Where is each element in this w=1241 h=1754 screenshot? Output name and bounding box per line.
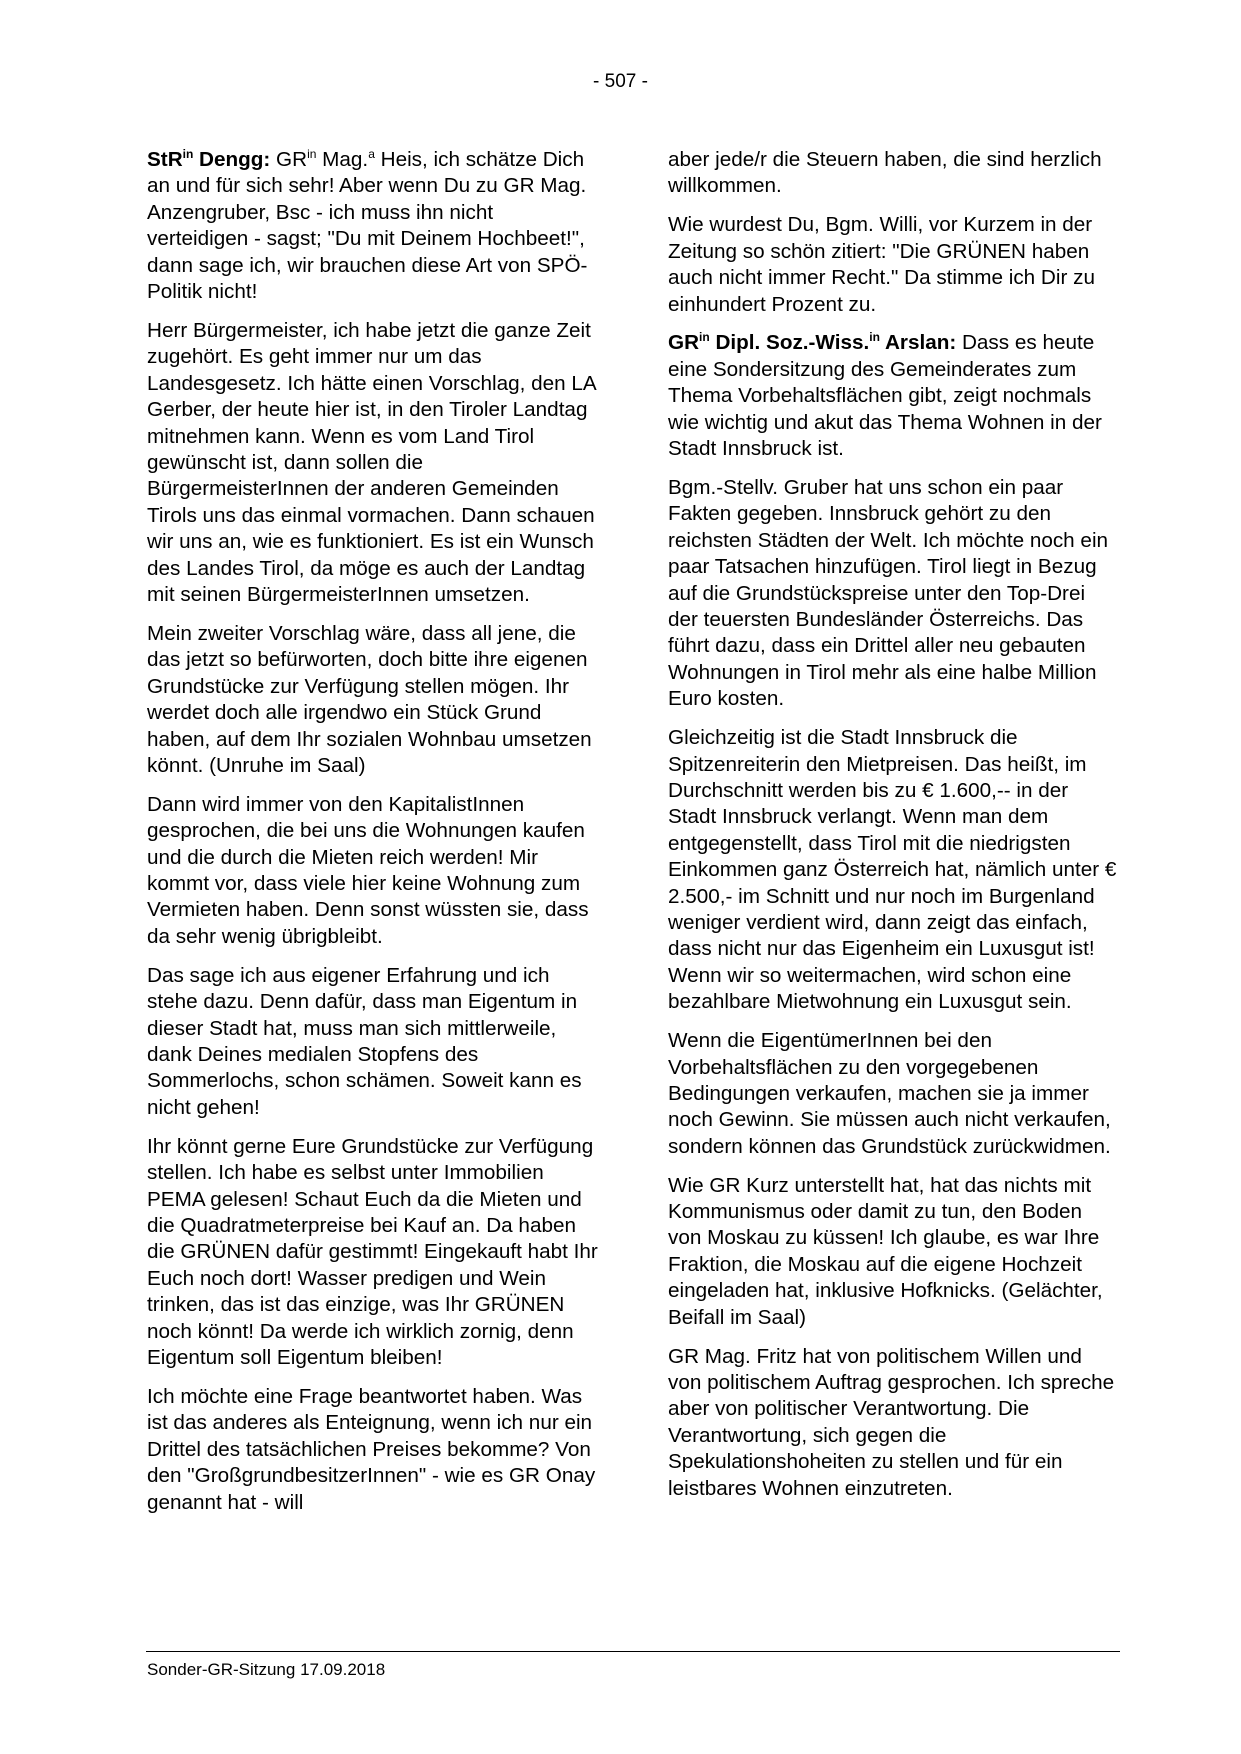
paragraph: Mein zweiter Vorschlag wäre, dass all jene, die das jetzt so befürworten, doch bitte ihre eigenen Grundstücke zur Verfügung stellen mögen. Ihr werdet doch alle irgendwo ein Stück Grund haben, auf dem Ihr sozialen Wohnbau umsetzen könnt. (Unruhe im Saal) [147, 621, 592, 777]
paragraph: Dann wird immer von den KapitalistInnen gesprochen, die bei uns die Wohnungen kaufen und die durch die Mieten reich werden! Mir kommt vor, dass viele hier keine Wohnung zum Vermieten haben. Denn sonst wüssten sie, dass da sehr wenig übrigbleibt. [147, 792, 589, 948]
paragraph: Ich möchte eine Frage beantwortet haben. Was ist das anderes als Enteignung, wenn ich nur ein Drittel des tatsächlichen Preises bekomme? Von den "GroßgrundbesitzerInnen" - wie es GR Onay genannt hat - will [147, 1384, 596, 1514]
left-column [147, 147, 599, 1528]
paragraph: aber jede/r die Steuern haben, die sind herzlich willkommen. [668, 148, 1102, 198]
right-column [668, 147, 1118, 1515]
paragraph: GR Mag. Fritz hat von politischem Willen und von politischem Auftrag gesprochen. Ich spreche aber von politischer Verantwortung. Die Verantwortung, sich gegen die Spekulationshoheiten zu stellen und für ein leistbares Wohnen einzutreten. [668, 1344, 1115, 1500]
footer-divider [146, 1651, 1120, 1652]
paragraph: Gleichzeitig ist die Stadt Innsbruck die Spitzenreiterin den Mietpreisen. Das heißt, im Durchschnitt werden bis zu € 1.600,-- in der Stadt Innsbruck verlangt. Wenn man dem entgegenstellt, dass Tirol mit die niedrigsten Einkommen ganz Österreich hat, nämlich unter € 2.500,- im Schnitt und nur noch im Burgenland weniger verdient wird, dann zeigt das einfach, dass nicht nur das Eigenheim ein Luxusgut ist! Wenn wir so weitermachen, wird schon eine bezahlbare Mietwohnung ein Luxusgut sein. [668, 726, 1117, 1014]
speaker-name: StR$^{in}$ Dengg: [147, 146, 271, 171]
footer-session-label: Sonder-GR-Sitzung 17.09.2018 [147, 1660, 386, 1679]
paragraph: Wie wurdest Du, Bgm. Willi, vor Kurzem in der Zeitung so schön zitiert: "Die GRÜNEN haben auch nicht immer Recht." Da stimme ich Dir zu einhundert Prozent zu. [668, 213, 1095, 316]
paragraph: Herr Bürgermeister, ich habe jetzt die ganze Zeit zugehört. Es geht immer nur um das Landesgesetz. Ich hätte einen Vorschlag, den LA Gerber, der heute hier ist, in den Tiroler Landtag mitnehmen kann. Wenn es vom Land Tirol gewünscht ist, dann sollen die BürgermeisterInnen der anderen Gemeinden Tirols uns das einmal vormachen. Dann schauen wir uns an, wie es funktioniert. Es ist ein Wunsch des Landes Tirol, da möge es auch der Landtag mit seinen BürgermeisterInnen umsetzen. [147, 318, 596, 606]
paragraph: Ihr könnt gerne Eure Grundstücke zur Verfügung stellen. Ich habe es selbst unter Immobilien PEMA gelesen! Schaut Euch da die Mieten und die Quadratmeterpreise bei Kauf an. Da haben die GRÜNEN dafür gestimmt! Eingekauft habt Ihr Euch noch dort! Wasser predigen und Wein trinken, das ist das einzige, was Ihr GRÜNEN noch könnt! Da werde ich wirklich zornig, denn Eigentum soll Eigentum bleiben! [147, 1134, 598, 1369]
page-number: - 507 - [593, 71, 648, 92]
paragraph-dengg-intro [147, 147, 599, 305]
paragraph: Das sage ich aus eigener Erfahrung und ich stehe dazu. Denn dafür, dass man Eigentum in dieser Stadt hat, muss man sich mittlerweile, dank Deines medialen Stopfens des Sommerlochs, schon schämen. Soweit kann es nicht gehen! [147, 963, 582, 1119]
paragraph-text: Dass es heute eine Sondersitzung des Gemeinderates zum Thema Vorbehaltsflächen gibt, zeigt nochmals wie wichtig und akut das Thema Wohnen in der Stadt Innsbruck ist. [668, 331, 1102, 461]
paragraph: Wenn die EigentümerInnen bei den Vorbehaltsflächen zu den vorgegebenen Bedingungen verkaufen, machen sie ja immer noch Gewinn. Sie müssen auch nicht verkaufen, sondern können das Grundstück zurückwidmen. [668, 1029, 1111, 1158]
paragraph-text: Heis, ich schätze Dich an und für sich sehr! Aber wenn Du zu GR Mag. Anzengruber, Bsc - ich muss ihn nicht verteidigen - sagst; "Du mit Deinem Hochbeet!", dann sage ich, wir brauchen diese Art von SPÖ-Politik nicht! [147, 148, 588, 304]
paragraph: Wie GR Kurz unterstellt hat, hat das nichts mit Kommunismus oder damit zu tun, den Boden von Moskau zu küssen! Ich glaube, es war Ihre Fraktion, die Moskau auf die eigene Hochzeit eingeladen hat, inklusive Hofknicks. (Gelächter, Beifall im Saal) [668, 1173, 1103, 1329]
paragraph-arslan-intro [668, 330, 1118, 462]
addressee: $GR^{in}$ Mag.$^a$ [270, 146, 375, 171]
speaker-name: $GR^{in}$ Dipl. Soz.-Wiss.$^{in}$ Arslan: [668, 329, 957, 355]
paragraph: Bgm.-Stellv. Gruber hat uns schon ein paar Fakten gegeben. Innsbruck gehört zu den reichsten Städten der Welt. Ich möchte noch ein paar Tatsachen hinzufügen. Tirol liegt in Bezug auf die Grundstückspreise unter den Top-Drei der teuersten Bundesländer Österreichs. Das führt dazu, dass ein Drittel aller neu gebauten Wohnungen in Tirol mehr als eine halbe Million Euro kosten. [668, 475, 1109, 711]
